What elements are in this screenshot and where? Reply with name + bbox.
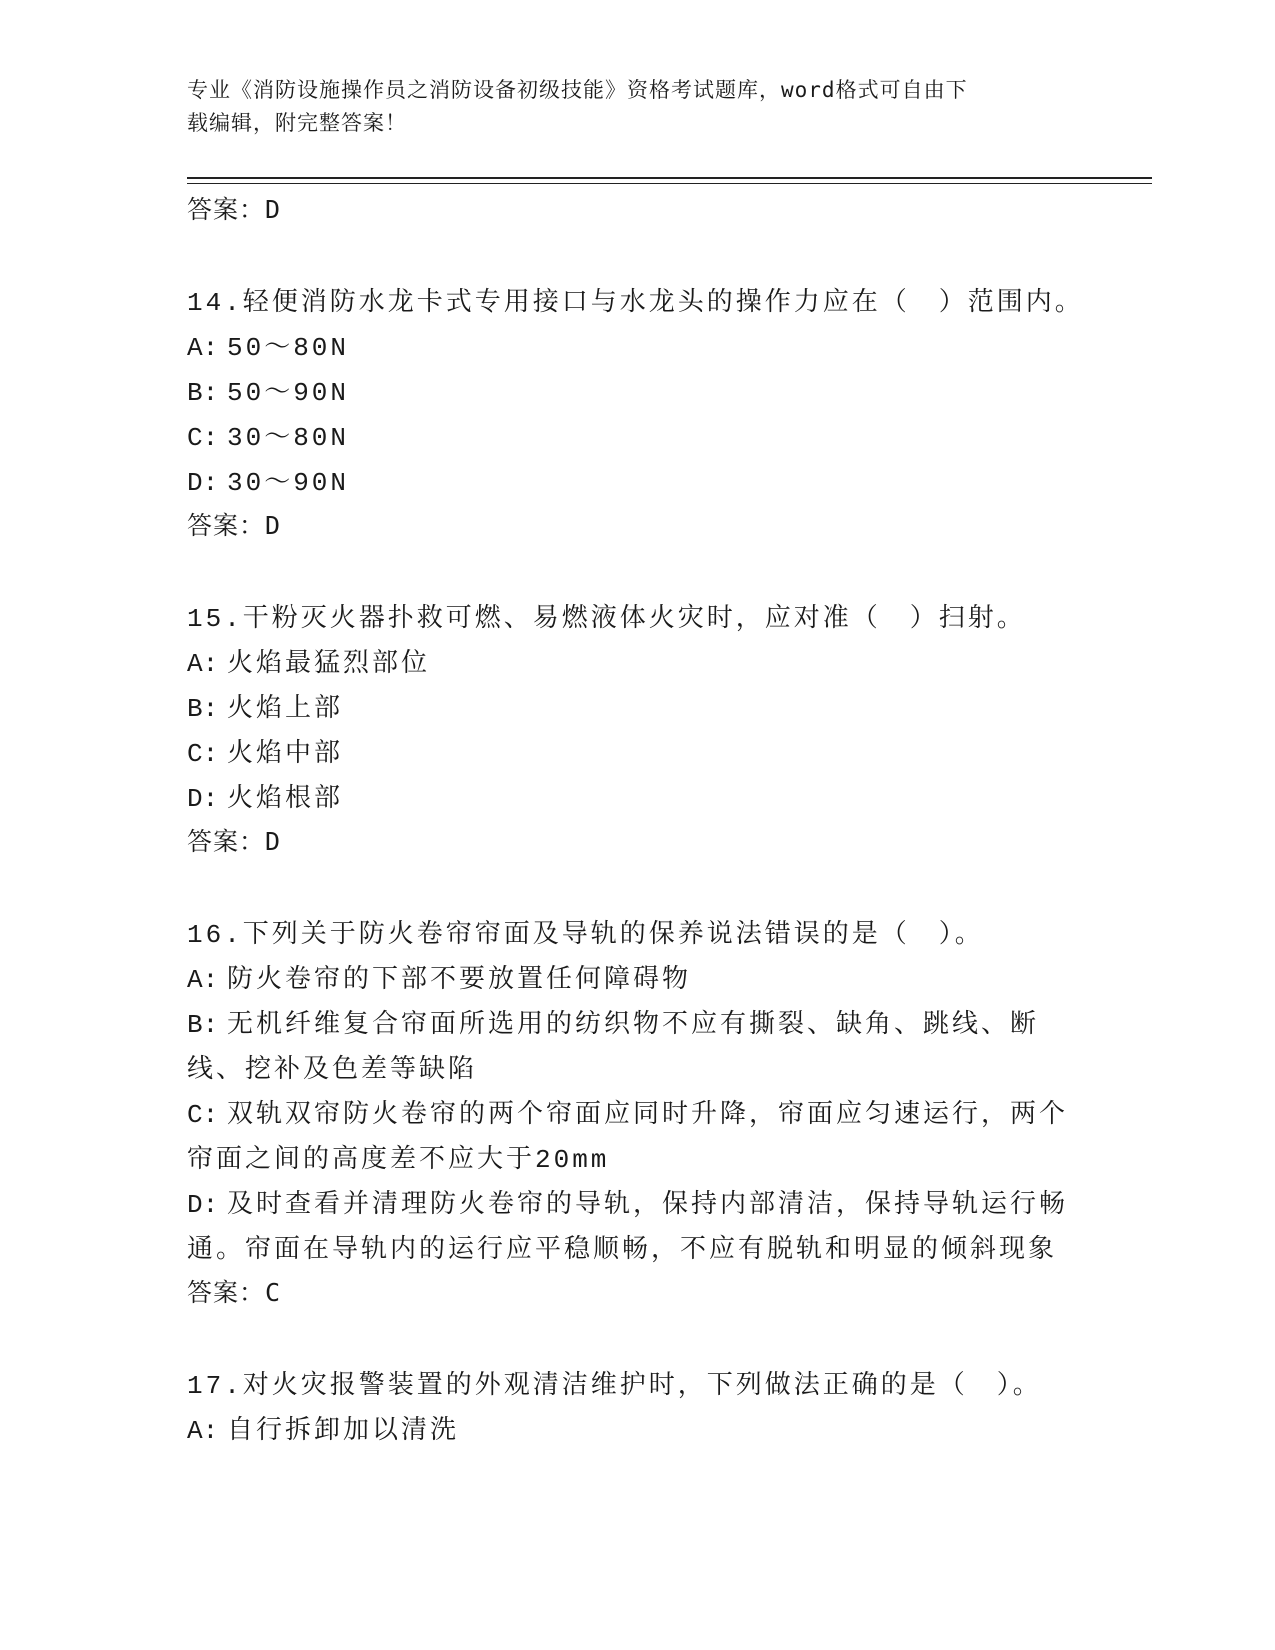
header-rule-thick (187, 177, 1152, 179)
option-d: D: 30～90N (187, 468, 350, 498)
option-d: D: 及时查看并清理防火卷帘的导轨，保持内部清洁，保持导轨运行畅通。帘面在导轨内的运行应平稳顺畅，不应有脱轨和明显的倾斜现象 (187, 1190, 1069, 1265)
option-a: A: 防火卷帘的下部不要放置任何障碍物 (187, 965, 692, 995)
question-16 (187, 913, 1087, 1313)
question-stem: 14.轻便消防水龙卡式专用接口与水龙头的操作力应在（ ）范围内。 (187, 288, 1084, 318)
option-b: B: 火焰上部 (187, 694, 344, 724)
header-line-2: 载编辑，附完整答案！ (187, 111, 407, 135)
question-stem: 15.干粉灭火器扑救可燃、易燃液体火灾时，应对准（ ）扫射。 (187, 604, 1026, 634)
option-d: D: 火焰根部 (187, 784, 344, 814)
question-17 (187, 1364, 1087, 1454)
header-line-1: 专业《消防设施操作员之消防设备初级技能》资格考试题库，word格式可自由下 (187, 78, 968, 102)
option-b: B: 50～90N (187, 378, 350, 408)
answer-line: 答案：D (187, 827, 282, 856)
answer-line: 答案：D (187, 195, 282, 224)
option-a: A: 火焰最猛烈部位 (187, 649, 431, 679)
question-stem: 17.对火灾报警装置的外观清洁维护时，下列做法正确的是（ ）。 (187, 1371, 1042, 1401)
option-a: A: 50～80N (187, 333, 350, 363)
answer-line: 答案：C (187, 1278, 282, 1307)
option-c: C: 火焰中部 (187, 739, 344, 769)
option-c: C: 30～80N (187, 423, 350, 453)
question-15 (187, 597, 1087, 862)
question-14 (187, 281, 1087, 546)
question-list (187, 190, 1087, 1454)
option-a: A: 自行拆卸加以清洗 (187, 1416, 460, 1446)
question-stem: 16.下列关于防火卷帘帘面及导轨的保养说法错误的是（ ）。 (187, 920, 984, 950)
answer-line: 答案：D (187, 511, 282, 540)
header-rule-thin (187, 183, 1152, 184)
option-b: B: 无机纤维复合帘面所选用的纺织物不应有撕裂、缺角、跳线、断线、挖补及色差等缺陷 (187, 1010, 1040, 1085)
document-header (187, 74, 1067, 140)
option-c: C: 双轨双帘防火卷帘的两个帘面应同时升降，帘面应匀速运行，两个帘面之间的高度差不应大于20mm (187, 1100, 1069, 1175)
